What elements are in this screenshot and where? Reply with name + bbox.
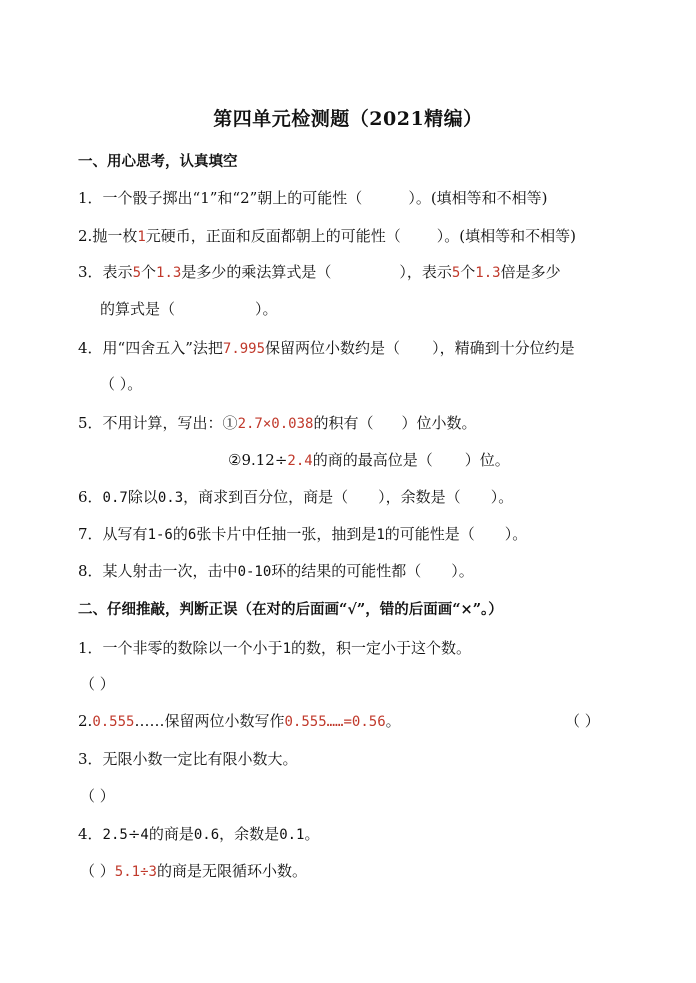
section-1-heading: 一、用心思考，认真填空 [78,153,238,170]
question-1-5: 5．不用计算，写出：①2.7×0.038的积有（ ）位小数。 [78,414,477,432]
question-2-5: （ ）5.1÷3的商是无限循环小数。 [80,862,307,880]
question-1-3-line2: 的算式是（ ）。 [100,300,278,318]
page-title: 第四单元检测题（2021精编） [213,108,483,130]
question-1-2: 2.抛一枚1元硬币，正面和反面都朝上的可能性（ ）。(填相等和不相等) [78,227,576,245]
question-1-5-line2: ②9.12÷2.4的商的最高位是（ ）位。 [228,451,510,469]
question-2-2: 2.0.555……保留两位小数写作0.555……=0.56。 [78,712,401,730]
question-2-1: 1．一个非零的数除以一个小于1的数，积一定小于这个数。 [78,639,472,657]
answer-paren-2-2[interactable]: （ ） [565,712,600,730]
answer-paren-2-5[interactable]: （ ） [80,862,115,880]
question-2-4: 4．2.5÷4的商是0.6，余数是0.1。 [78,825,320,843]
question-1-1: 1．一个骰子掷出“1”和“2”朝上的可能性（ ）。(填相等和不相等) [78,189,548,207]
question-1-3: 3．表示5个1.3是多少的乘法算式是（ ），表示5个1.3倍是多少 [78,263,561,281]
answer-paren-2-3[interactable]: （ ） [80,787,115,805]
question-1-7: 7．从写有1-6的6张卡片中任抽一张，抽到是1的可能性是（ ）。 [78,525,528,543]
question-2-3: 3．无限小数一定比有限小数大。 [78,750,298,768]
question-1-8: 8．某人射击一次，击中0-10环的结果的可能性都（ ）。 [78,562,474,580]
question-1-4: 4．用“四舍五入”法把7.995保留两位小数约是（ ），精确到十分位约是 [78,339,575,357]
section-2-heading: 二、仔细推敲，判断正误（在对的后面画“√”，错的后面画“×”。） [78,601,503,618]
answer-paren-2-1[interactable]: （ ） [80,675,115,693]
question-1-4-line2: （ ）。 [100,375,143,393]
question-1-6: 6．0.7除以0.3，商求到百分位，商是（ ），余数是（ ）。 [78,488,514,506]
